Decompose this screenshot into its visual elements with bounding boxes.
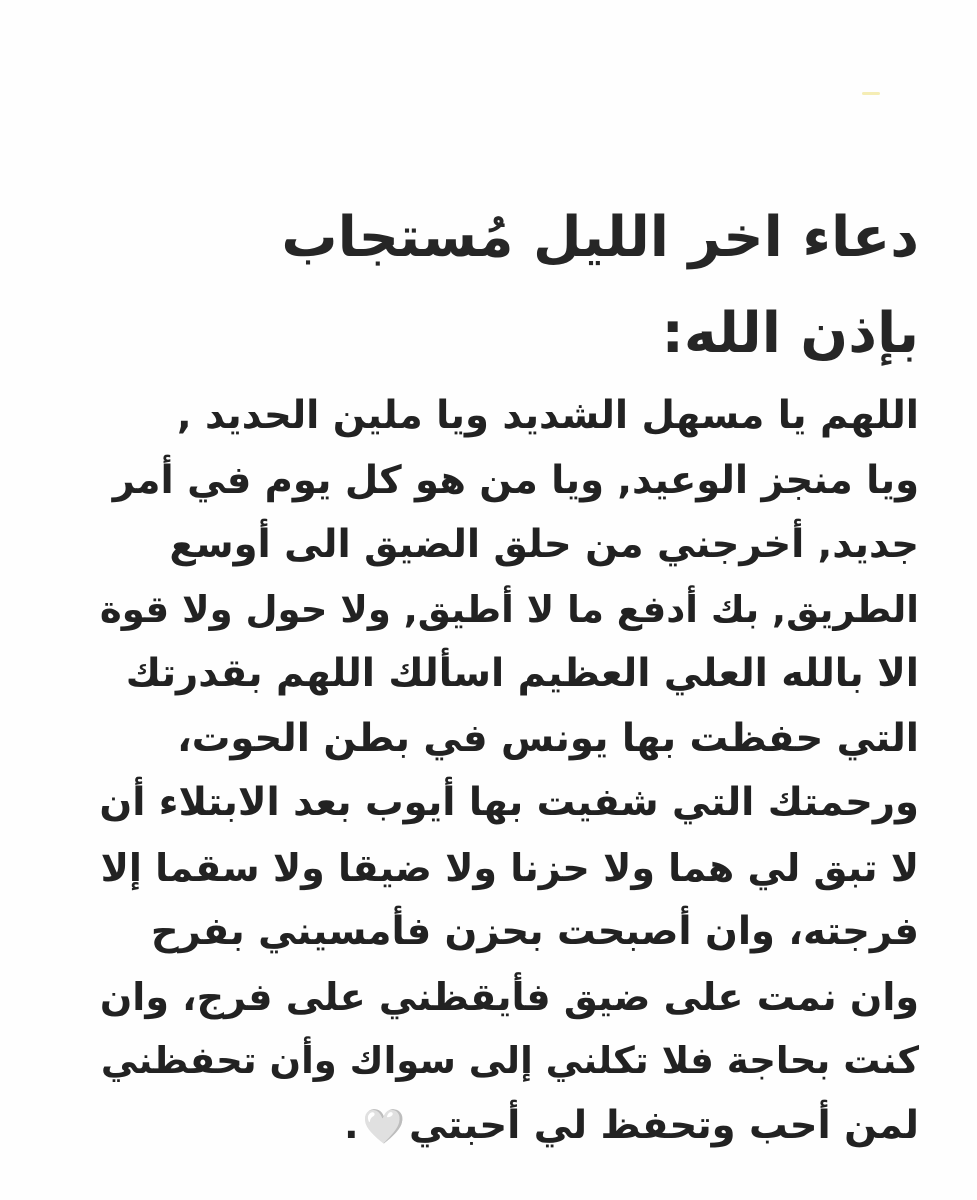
text-line: الطريق, بك أدفع ما لا أطيق, ولا حول ولا قوة	[99, 587, 919, 631]
text-line: اللهم يا مسهل الشديد ويا ملين الحديد ,	[177, 393, 919, 438]
text-line: جديد, أخرجني من حلق الضيق الى أوسع	[169, 522, 919, 567]
text-line: وان نمت على ضيق فأيقظني على فرج، وان	[99, 974, 919, 1019]
title-line-1: دعاء اخر الليل مُستجاب	[281, 205, 919, 270]
title-line-2: بإذن الله:	[661, 301, 919, 366]
last-text-line	[99, 1094, 919, 1159]
prayer-title	[139, 190, 919, 382]
last-line-period: .	[343, 1102, 359, 1148]
text-line: الا بالله العلي العظيم اسألك اللهم بقدرتك	[125, 651, 919, 696]
text-line: التي حفظت بها يونس في بطن الحوت،	[177, 715, 919, 761]
text-line: فرجته، وان أصبحت بحزن فأمسيني بفرح	[150, 909, 919, 954]
text-line: كنت بحاجة فلا تكلني إلى سواك وأن تحفظني	[100, 1039, 919, 1082]
last-line-text: لمن أحب وتحفظ لي أحبتي	[408, 1102, 919, 1148]
text-line: ويا منجز الوعيد, ويا من هو كل يوم في أمر	[112, 457, 919, 503]
white-heart-icon: 🤍	[362, 1106, 405, 1147]
yellow-dash-mark	[862, 92, 880, 95]
prayer-text	[99, 384, 919, 1158]
text-line: لا تبق لي هما ولا حزنا ولا ضيقا ولا سقما إلا	[100, 845, 919, 890]
text-line: ورحمتك التي شفيت بها أيوب بعد الابتلاء أن	[99, 780, 919, 825]
